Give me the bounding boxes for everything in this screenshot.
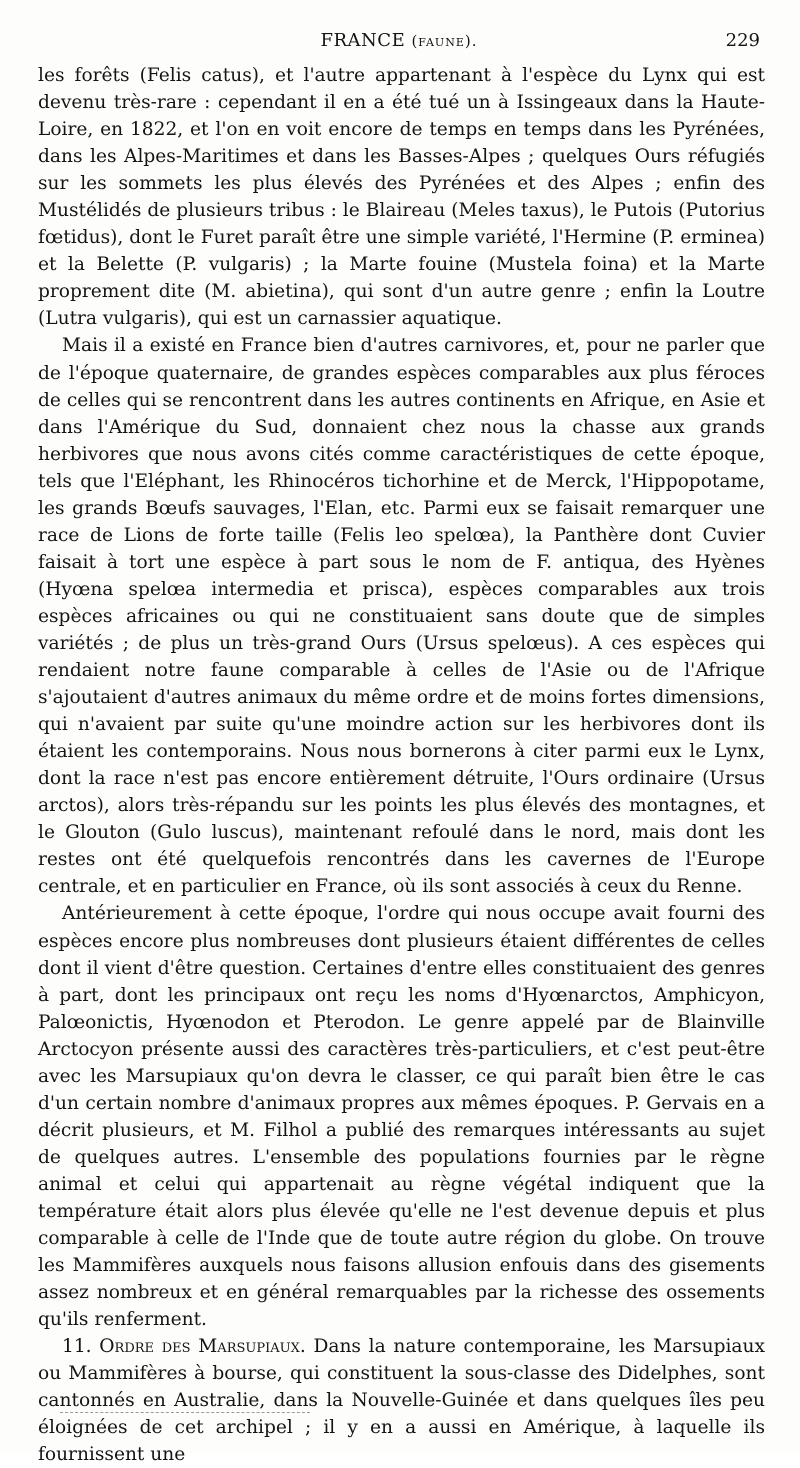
paragraph-2: Mais il a existé en France bien d'autres carnivores, et, pour ne parler que de l'époque quaternaire, de grandes espèces comparables aux plus féroces de celles qui se rencontrent dans les autres continents en Afrique, en Asie et dans l'Amérique du Sud, donnaient chez nous la chasse aux grands herbivores que nous avons cités comme caractéristiques de cette époque, tels que l'Eléphant, les Rhinocéros tichorhine et de Merck, l'Hippopotame, les grands Bœufs sauvages, l'Elan, etc. Parmi eux se faisait remarquer une race de Lions de forte taille (Felis leo spelœa), la Panthère dont Cuvier faisait à tort une espèce à part sous le nom de F. antiqua, des Hyènes (Hyœna spelœa intermedia et prisca), espèces comparables aux trois espèces africaines ou qui ne constituaient sans doute que de simples variétés ; de plus un très-grand Ours (Ursus spelœus). A ces espèces qui rendaient notre faune comparable à celles de l'Asie ou de l'Afrique s'ajoutaient d'autres animaux du même ordre et de moins fortes dimensions, qui n'avaient par suite qu'une moindre action sur les herbivores dont ils étaient les contemporains. Nous nous bornerons à citer parmi eux le Lynx, dont la race n'est pas encore entièrement détruite, l'Ours ordinaire (Ursus arctos), alors très-répandu sur les points les plus élevés des montagnes, et le Glouton (Gulo luscus), maintenant refoulé dans le nord, mais dont les restes ont été quelquefois rencontrés dans les cavernes de l'Europe centrale, et en particulier en France, où ils sont associés à ceux du Renne. [38, 335, 765, 898]
page-number: 229 [725, 30, 760, 51]
page-header [38, 30, 760, 60]
paragraph-3: Antérieurement à cette époque, l'ordre qui nous occupe avait fourni des espèces encore plus nombreuses dont plusieurs étaient différentes de celles dont il vient d'être question. Certaines d'entre elles constituaient des genres à part, dont les principaux ont reçu les noms d'Hyœnarctos, Amphicyon, Palœonictis, Hyœnodon et Pterodon. Le genre appelé par de Blainville Arctocyon présente aussi des caractères très-particuliers, et c'est peut-être avec les Marsupiaux qu'on devra le classer, ce qui paraît bien être le cas d'un certain nombre d'animaux propres aux mêmes époques. P. Gervais en a décrit plusieurs, et M. Filhol a publié des remarques intéressants au sujet de quelques autres. L'ensemble des populations fournies par le règne animal et celui qui appartenait au règne végétal indiquent que la température était alors plus élevée qu'elle ne l'est devenue depuis et plus comparable à celle de l'Inde que de toute autre région du globe. On trouve les Mammifères auxquels nous faisons allusion enfouis dans des gisements assez nombreux et en général remarquables par la richesse des ossements qu'ils renferment. [38, 903, 765, 1331]
running-head-subtitle: (faune). [411, 32, 478, 50]
section-11-text: Dans la nature contemporaine, les Marsupiaux ou Mammifères à bourse, qui constituent la sous-classe des Didelphes, sont cantonnés en Australie, dans la Nouvelle-Guinée et dans quelques îles peu éloignées de cet archipel ; il y en a aussi en Amérique, à laquelle ils fournissent une [38, 1336, 765, 1466]
page-body [38, 62, 765, 1468]
section-11-title: 11. Ordre des Marsupiaux. [62, 1336, 306, 1358]
section-11-paragraph [38, 1333, 765, 1468]
running-head [38, 30, 760, 51]
running-head-title: FRANCE [320, 30, 406, 51]
footer-rule [60, 1412, 310, 1413]
paragraph-1: les forêts (Felis catus), et l'autre appartenant à l'espèce du Lynx qui est devenu très-rare : cependant il en a été tué un à Issingeaux dans la Haute-Loire, en 1822, et l'on en voit encore de temps en temps dans les Pyrénées, dans les Alpes-Maritimes et dans les Basses-Alpes ; quelques Ours réfugiés sur les sommets les plus élevés des Pyrénées et des Alpes ; enfin des Mustélidés de plusieurs tribus : le Blaireau (Meles taxus), le Putois (Putorius fœtidus), dont le Furet paraît être une simple variété, l'Hermine (P. erminea) et la Belette (P. vulgaris) ; la Marte fouine (Mustela foina) et la Marte proprement dite (M. abietina), qui sont d'un autre genre ; enfin la Loutre (Lutra vulgaris), qui est un carnassier aquatique. [38, 65, 765, 330]
